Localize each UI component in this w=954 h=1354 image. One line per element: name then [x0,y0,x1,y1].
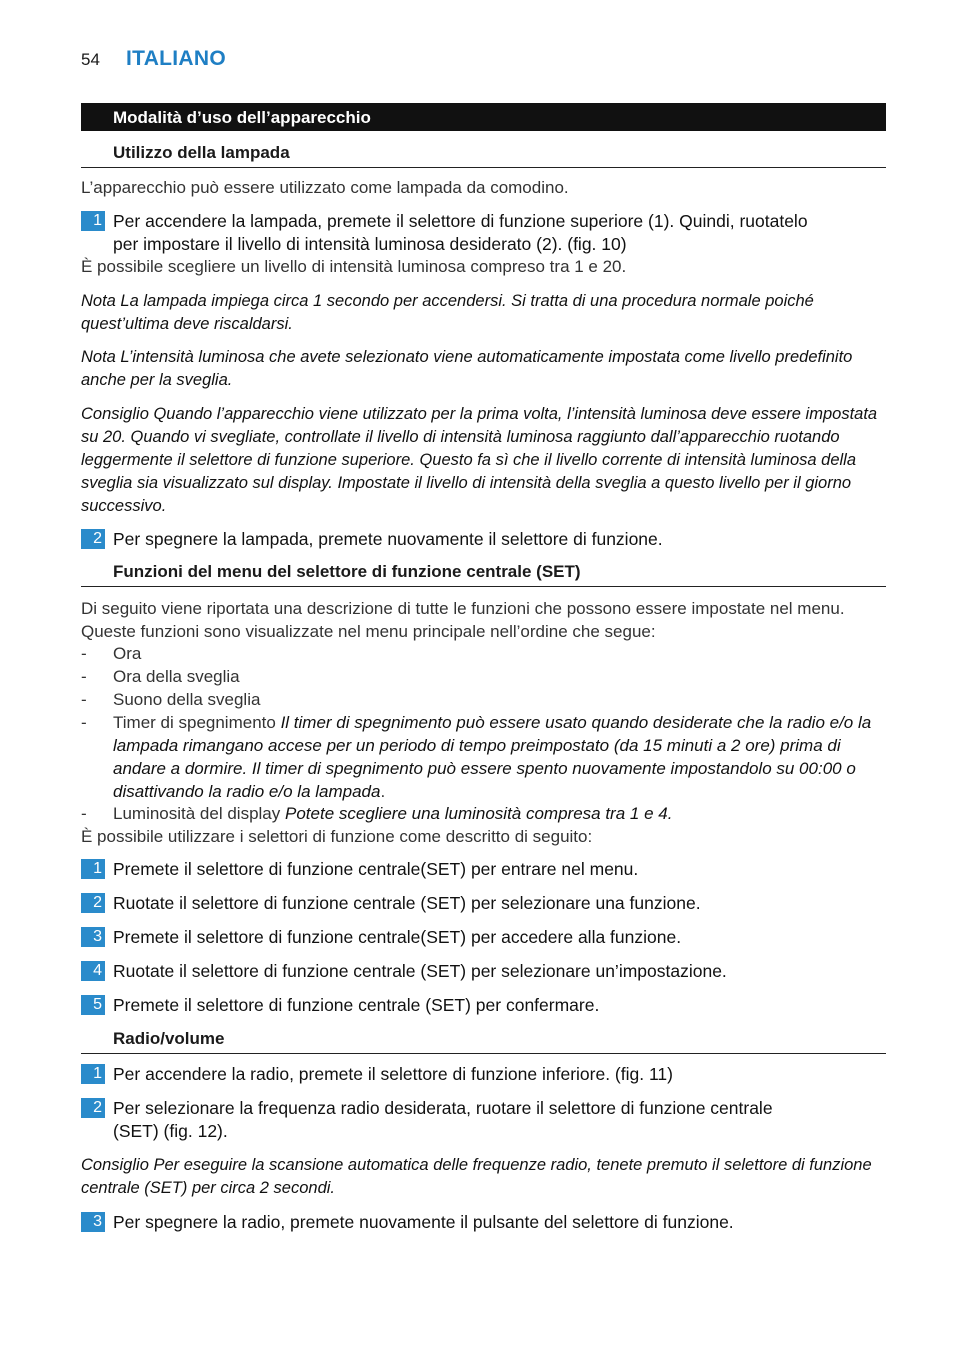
step-number: 1 [81,1064,105,1084]
menu-step-text: Premete il selettore di funzione centrale (SET) per confermare. [113,995,600,1015]
lamp-intro: L’apparecchio può essere utilizzato come lampada da comodino. [81,178,569,197]
menu-step-text: Ruotate il selettore di funzione centrale (SET) per selezionare un’impostazione. [113,961,727,981]
lamp-heading: Utilizzo della lampada [113,143,290,162]
step-number: 1 [81,859,105,879]
lamp-step-1 [81,210,886,256]
step-number: 2 [81,529,105,549]
list-item-label: Luminosità del display [113,804,281,823]
menu-heading-bar [81,562,886,587]
list-item: - Ora [81,644,142,663]
step-number: 4 [81,961,105,981]
step-number: 1 [81,211,105,231]
language-label: ITALIANO [126,47,226,70]
menu-intro: Di seguito viene riportata una descrizione di tutte le funzioni che possono essere impostate nel menu. Queste funzioni sono visualizzate nel menu principale nell’ordine che segue: [81,599,845,641]
menu-step-text: Premete il selettore di funzione centrale(SET) per accedere alla funzione. [113,927,682,947]
step-number: 3 [81,1212,105,1232]
menu-step [81,926,886,949]
lamp-step-2-text: Per spegnere la lampada, premete nuovamente il selettore di funzione. [113,529,663,549]
list-item-label: Timer di spegnimento [113,713,276,732]
list-item-description: Il timer di spegnimento può essere usato quando desiderate che la radio e/o la lampada rimangano accese per un periodo di tempo preimpostato (da 15 minuti a 2 ore) prima di andare a dormire. Il timer di spegnimento può essere spento nuovamente impostandolo su 00:00 o disattivando la radio e/o la lampada [113,713,872,801]
menu-heading: Funzioni del menu del selettore di funzione centrale (SET) [113,562,581,581]
section-title: Modalità d’uso dell’apparecchio [113,108,371,127]
section-title-bar [81,103,886,131]
radio-step-2 [81,1097,886,1143]
radio-step-3-text: Per spegnere la radio, premete nuovamente il pulsante del selettore di funzione. [113,1212,734,1232]
step-number: 2 [81,1098,105,1118]
lamp-range-text: È possibile scegliere un livello di intensità luminosa compreso tra 1 e 20. [81,257,627,276]
step-number: 5 [81,995,105,1015]
radio-heading: Radio/volume [113,1029,225,1048]
radio-step-2-line-1: Per selezionare la frequenza radio desiderata, ruotare il selettore di funzione centrale [113,1098,773,1118]
lamp-heading-bar [81,143,886,168]
list-item: - Ora della sveglia [81,667,240,686]
page-number: 54 [81,50,100,69]
lamp-tip: Consiglio Quando l’apparecchio viene utilizzato per la prima volta, l’intensità luminosa deve essere impostata su 20. Quando vi svegliate, controllate il livello di intensità luminosa raggiunto dall’apparecchio ruotando leggermente il selettore di funzione superiore. Questo fa sì che il livello corrente di intensità luminosa della sveglia sia visualizzato sul display. Impostate il livello di intensità della sveglia a questo livello per il giorno successivo. [81,405,878,515]
menu-step-text: Premete il selettore di funzione centrale(SET) per entrare nel menu. [113,859,639,879]
list-item: - Suono della sveglia [81,690,261,709]
radio-step-2-line-2: (SET) (fig. 12). [113,1121,228,1141]
lamp-step-2 [81,528,886,551]
list-item: - Timer di spegnimento Il timer di spegnimento può essere usato quando desiderate che la radio e/o la lampada rimangano accese per un periodo di tempo preimpostato (da 15 minuti a 2 ore) prima di andare a dormire. Il timer di spegnimento può essere spento nuovamente impostandolo su 00:00 o disattivando la radio e/o la lampada. [81,713,872,801]
menu-step [81,994,886,1017]
menu-step [81,892,886,915]
radio-step-1-text: Per accendere la radio, premete il selettore di funzione inferiore. (fig. 11) [113,1064,673,1084]
radio-step-3 [81,1211,886,1234]
radio-step-1 [81,1063,886,1086]
menu-step [81,960,886,983]
radio-tip: Consiglio Per eseguire la scansione automatica delle frequenze radio, tenete premuto il selettore di funzione centrale (SET) per circa 2 secondi. [81,1156,872,1197]
radio-heading-bar [81,1029,886,1054]
list-item-description: Potete scegliere una luminosità compresa tra 1 e 4. [285,804,673,823]
list-item: - Luminosità del display Potete scegliere una luminosità compresa tra 1 e 4. [81,804,673,823]
menu-step-text: Ruotate il selettore di funzione centrale (SET) per selezionare una funzione. [113,893,701,913]
lamp-note-2: Nota L’intensità luminosa che avete selezionato viene automaticamente impostata come livello predefinito anche per la sveglia. [81,348,853,389]
step-number: 3 [81,927,105,947]
menu-outro: È possibile utilizzare i selettori di funzione come descritto di seguito: [81,827,593,846]
lamp-step-1-line-1: Per accendere la lampada, premete il selettore di funzione superiore (1). Quindi, ruotatelo [113,211,808,231]
lamp-note-1: Nota La lampada impiega circa 1 secondo per accendersi. Si tratta di una procedura normale poiché quest’ultima deve riscaldarsi. [81,292,814,333]
menu-step [81,858,886,881]
step-number: 2 [81,893,105,913]
lamp-step-1-line-2: per impostare il livello di intensità luminosa desiderato (2). (fig. 10) [113,234,627,254]
